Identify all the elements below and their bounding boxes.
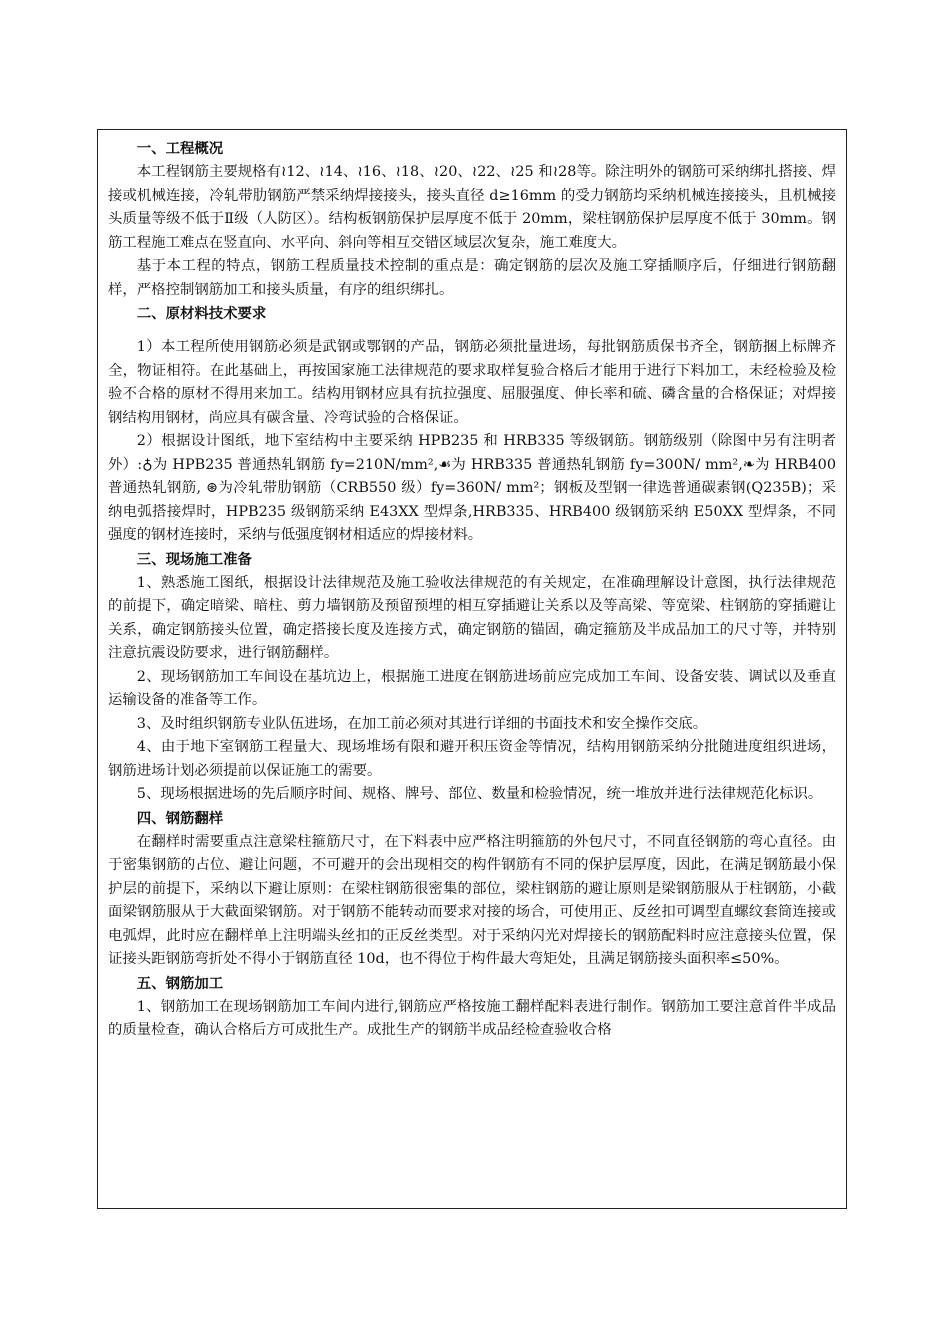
paragraph: 5、现场根据进场的先后顺序时间、规格、牌号、部位、数量和检验情况，统一堆放并进行法律规范化标识。: [136, 786, 823, 802]
section-heading-overview: 一、工程概况: [136, 141, 224, 157]
paragraph: 1、熟悉施工图纸，根据设计法律规范及施工验收法律规范的有关规定，在准确理解设计意图，执行法律规范的前提下，确定暗梁、暗柱、剪力墙钢筋及预留预埋的相互穿插避让关系以及等高梁、等宽梁、柱钢筋的穿插避让关系，确定钢筋接头位置，确定搭接长度及连接方式，确定钢筋的锚固，确定箍筋及半成品加工的尺寸等，并特别注意抗震设防要求，进行钢筋翻样。: [108, 574, 836, 661]
section-heading-processing: 五、钢筋加工: [136, 975, 224, 992]
paragraph: 1）本工程所使用钢筋必须是武钢或鄂钢的产品，钢筋必须批量进场，每批钢筋质保书齐全，钢筋捆上标牌齐全，物证相符。在此基础上，再按国家施工法律规范的要求取样复验合格后才能用于进行下料加工，未经检验及检验不合格的原材不得用来加工。结构用钢材应具有抗拉强度、屈服强度、伸长率和硫、磷含量的合格保证；对焊接钢结构用钢材，尚应具有碳含量、冷弯试验的合格保证。: [108, 339, 836, 426]
document-frame: [97, 129, 847, 1209]
paragraph: 在翻样时需要重点注意梁柱箍筋尺寸，在下料表中应严格注明箍筋的外包尺寸，不同直径钢筋的弯心直径。由于密集钢筋的占位、避让问题，不可避开的会出现相交的构件钢筋有不同的保护层厚度，因此，在满足钢筋最小保护层的前提下，采纳以下避让原则：在梁柱钢筋很密集的部位，梁柱钢筋的避让原则是梁钢筋服从于柱钢筋，小截面梁钢筋服从于大截面梁钢筋。对于钢筋不能转动而要求对接的场合，可使用正、反丝扣可调型直螺纹套筒连接或电弧焊，此时应在翻样单上注明端头丝扣的正反丝类型。对于采纳闪光对焊接长的钢筋配料时应注意接头位置，保证接头距钢筋弯折处不得小于钢筋直径 10d，也不得位于构件最大弯矩处，且满足钢筋接头面积率≤50%。: [108, 833, 836, 967]
paragraph: 4、由于地下室钢筋工程量大、现场堆场有限和避开积压资金等情况，结构用钢筋采纳分批随进度组织进场，钢筋进场计划必须提前以保证施工的需要。: [108, 739, 836, 779]
paragraph: 本工程钢筋主要规格有≀12、≀14、≀16、≀18、≀20、≀22、≀25 和≀28等。除注明外的钢筋可采纳绑扎搭接、焊接或机械连接，冷轧带肋钢筋严禁采纳焊接接头，接头直径 d≥16mm 的受力钢筋均采纳机械连接接头，且机械接头质量等级不低于Ⅱ级（人防区）。结构板钢筋保护层厚度不低于 20mm，梁柱钢筋保护层厚度不低于 30mm。钢筋工程施工难点在竖直向、水平向、斜向等相互交错区域层次复杂，施工难度大。: [108, 164, 836, 251]
section-heading-materials: 二、原材料技术要求: [136, 306, 267, 322]
document-body: [98, 130, 846, 1043]
paragraph: 2、现场钢筋加工车间设在基坑边上，根据施工进度在钢筋进场前应完成加工车间、设备安装、调试以及垂直运输设备的准备等工作。: [108, 668, 836, 708]
paragraph: 基于本工程的特点，钢筋工程质量技术控制的重点是：确定钢筋的层次及施工穿插顺序后，仔细进行钢筋翻样，严格控制钢筋加工和接头质量，有序的组织绑扎。: [108, 258, 836, 298]
section-heading-site-preparation: 三、现场施工准备: [136, 551, 252, 568]
paragraph: 3、及时组织钢筋专业队伍进场，在加工前必须对其进行详细的书面技术和安全操作交底。: [136, 715, 708, 732]
spacer: [108, 326, 836, 336]
paragraph: 1、钢筋加工在现场钢筋加工车间内进行,钢筋应严格按施工翻样配料表进行制作。钢筋加工要注意首件半成品的质量检查，确认合格后方可成批生产。成批生产的钢筋半成品经检查验收合格: [108, 998, 836, 1038]
section-heading-detailing: 四、钢筋翻样: [136, 810, 224, 827]
paragraph: 2）根据设计图纸，地下室结构中主要采纳 HPB235 和 HRB335 等级钢筋。钢筋级别（除图中另有注明者外）:♁为 HPB235 普通热轧钢筋 fy=210N/mm²,☙为 HRB335 普通热轧钢筋 fy=300N/ mm²,❧为 HRB400 普通热轧钢筋, ⊛为冷轧带肋钢筋（CRB550 级）fy=360N/ mm²；钢板及型钢一律选普通碳素钢(Q235B)；采纳电弧搭接焊时，HPB235 级钢筋采纳 E43XX 型焊条,HRB335、HRB400 级钢筋采纳 E50XX 型焊条，不同强度的钢材连接时，采纳与低强度钢材相适应的焊接材料。: [108, 433, 836, 543]
